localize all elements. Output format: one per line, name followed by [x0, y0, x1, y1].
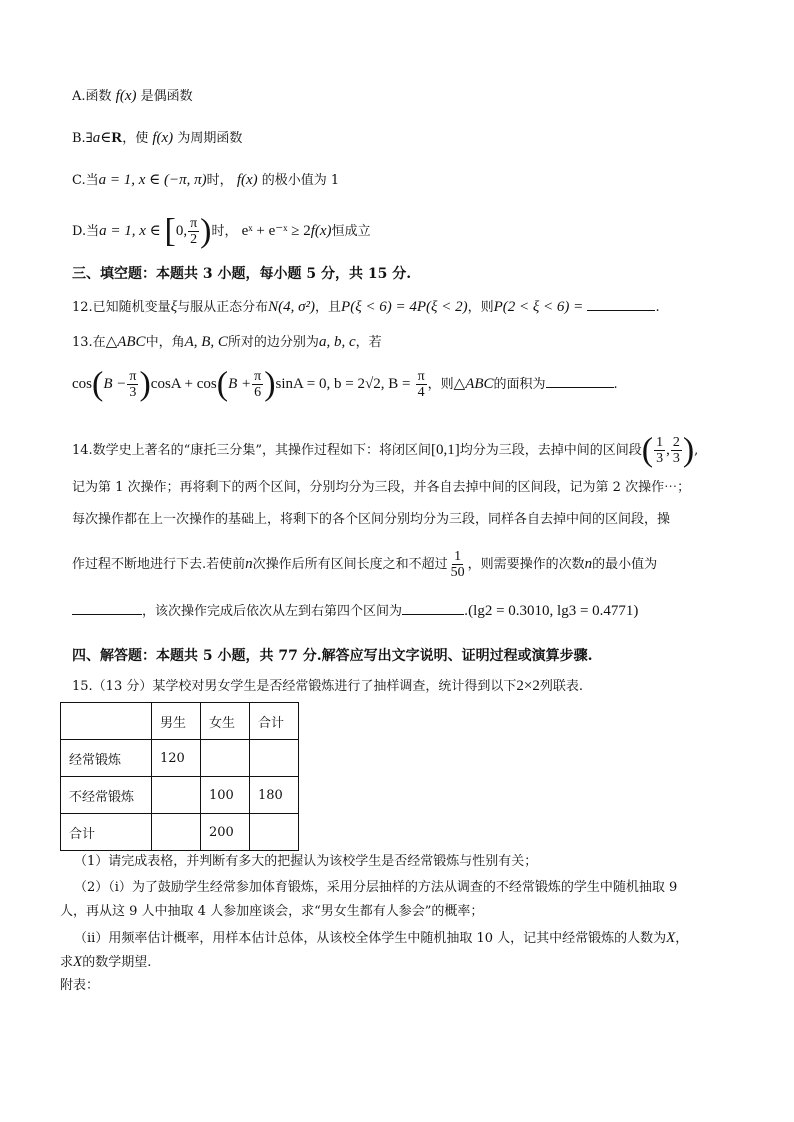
option-c: C.当a = 1, x ∈ (−π, π)时， f(x) 的极小值为 1 [72, 172, 340, 188]
answer-blank[interactable] [587, 296, 655, 311]
table-row: 合计 200 [61, 814, 299, 851]
question-14-line2: 记为第 1 次操作；再将剩下的两个区间，分别均分为三段，并各自去掉中间的区间段，记为第 2 次操作⋯； [72, 480, 691, 495]
section-3-title: 三、填空题：本题共 3 小题，每小题 5 分，共 15 分. [72, 266, 412, 282]
question-12: 12.已知随机变量ξ与服从正态分布N(4, σ²)，且P(ξ < 6) = 4P(ξ < 2)，则P(2 < ξ < 6) = . [72, 296, 660, 318]
question-13-line2: cos(B − $\frac{\pi}{3}$ )cosA + cos(B + $\frac{\pi}{6}$ )sinA = 0, b = 2√2, B = $\frac{\pi}{4}$ ，则△ABC的面积为 . [72, 365, 618, 403]
fx-expr: f(x) [115, 88, 137, 104]
answer-blank[interactable] [402, 600, 464, 615]
option-d: D.当a = 1, x ∈ [0, $\frac{\pi}{2}$ )时， eˣ + e⁻ˣ ≥ 2f(x)恒成立 [72, 212, 371, 250]
question-14-line5: ，该次操作完成后依次从左到右第四个区间为 .(lg2 = 0.3010, lg3 = 0.4771) [72, 600, 638, 622]
question-15-part3a: （ii）用频率估计概率，用样本估计总体，从该校全体学生中随机抽取 10 人，记其中经常锻炼的人数为X， [74, 930, 689, 946]
table-row: 不经常锻炼 100 180 [61, 777, 299, 814]
section-4-title: 四、解答题：本题共 5 小题，共 77 分.解答应写出文字说明、证明过程或演算步骤. [72, 648, 593, 664]
answer-blank[interactable] [546, 373, 614, 388]
option-a: A.函数 f(x) 是偶函数 [72, 88, 193, 104]
question-14-line3: 每次操作都在上一次操作的基础上，将剩下的各个区间分别均分为三段，同样各自去掉中间的区间段，操 [72, 512, 671, 527]
table-header-row: 男生 女生 合计 [61, 703, 299, 740]
question-15-part2a: （2）（i）为了鼓励学生经常参加体育锻炼，采用分层抽样的方法从调查的不经常锻炼的学生中随机抽取 9 [74, 880, 678, 895]
answer-blank[interactable] [72, 600, 142, 615]
option-b: B.∃a∈R，使 f(x) 为周期函数 [72, 130, 243, 146]
question-15-part1: （1）请完成表格，并判断有多大的把握认为该校学生是否经常锻炼与性别有关； [74, 854, 538, 869]
question-15-part2b: 人，再从这 9 人中抽取 4 人参加座谈会，求“男女生都有人参会”的概率； [60, 904, 484, 919]
question-14-line4: 作过程不断地进行下去.若使前n次操作后所有区间长度之和不超过 $\frac{1}{50}$ ，则需要操作的次数n的最小值为 [72, 549, 658, 580]
question-15-intro: 15.（13 分）某学校对男女学生是否经常锻炼进行了抽样调查，统计得到以下2×2列联表. [72, 678, 583, 694]
appendix-label: 附表： [60, 978, 100, 993]
table-row: 经常锻炼 120 [61, 740, 299, 777]
question-14-line1: 14.数学史上著名的“康托三分集”，其操作过程如下：将闭区间[0,1]均分为三段，去掉中间的区间段( $\frac{1}{3}$ , $\frac{2}{3}$ ), [72, 431, 699, 469]
question-13-line1: 13.在△ABC中，角A, B, C所对的边分别为a, b, c，若 [72, 334, 382, 350]
contingency-table [60, 702, 299, 851]
question-15-part3b: 求X的数学期望. [60, 954, 152, 970]
pi-over-2-fraction: $\frac{\pi}{2}$ [190, 216, 198, 247]
